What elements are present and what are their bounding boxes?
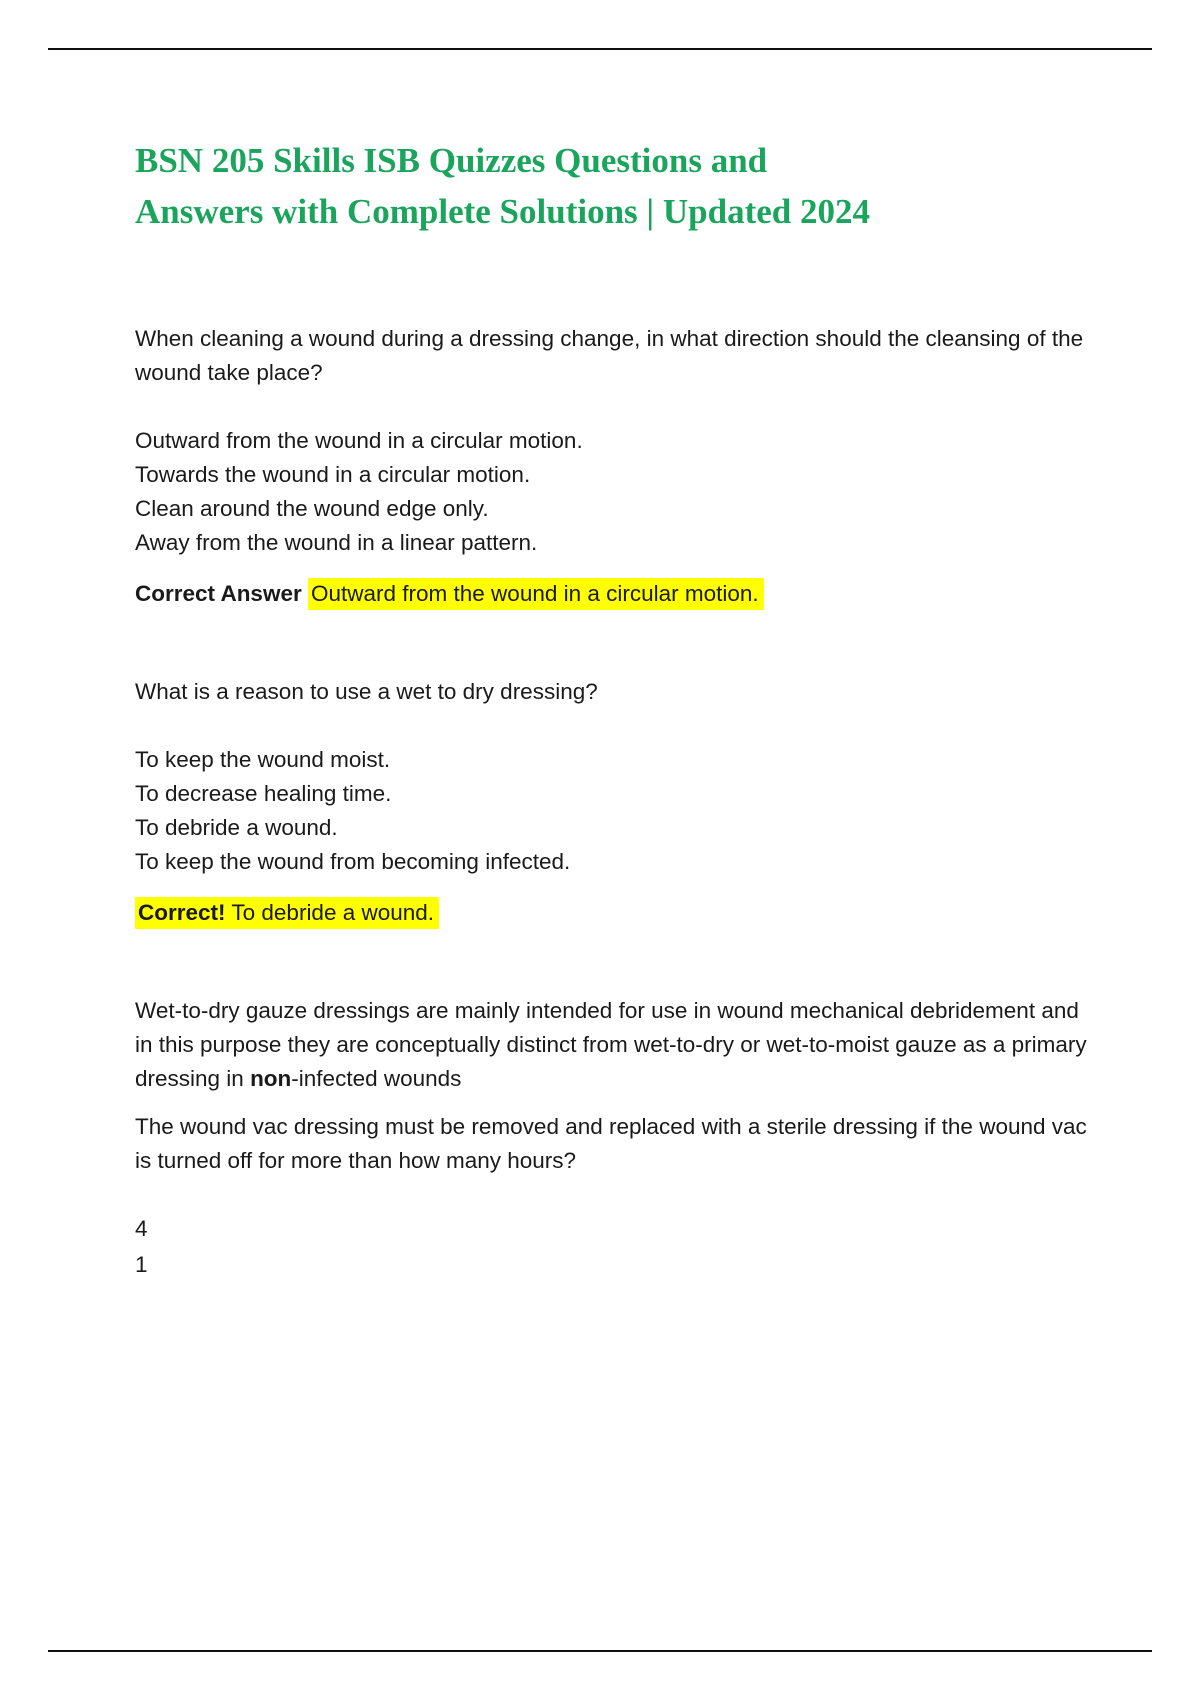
question-1-answer-line (135, 577, 1100, 611)
question-1-answer-label: Correct Answer (135, 580, 302, 606)
question-1-option-1: Outward from the wound in a circular motion. (135, 427, 583, 453)
question-2-option-2: To decrease healing time. (135, 780, 392, 806)
explanation-part-1: Wet-to-dry gauze dressings are mainly intended for use in wound mechanical debridement and in this purpose they are conceptually distinct from wet-to-dry or wet-to-moist gauze as a primary dressing in (135, 997, 1087, 1091)
explanation-paragraph (135, 994, 1100, 1096)
question-1-options (135, 424, 1100, 560)
question-1-option-2: Towards the wound in a circular motion. (135, 461, 531, 487)
bottom-divider (48, 1650, 1152, 1652)
question-3-option-2: 1 (135, 1251, 148, 1277)
question-3-text: The wound vac dressing must be removed and replaced with a sterile dressing if the wound vac is turned off for more than how many hours? (135, 1113, 1087, 1173)
page-title-line-2: Answers with Complete Solutions | Updated 2024 (135, 191, 870, 231)
question-2-answer-line (135, 896, 1100, 930)
question-2-answer-label: Correct! (138, 899, 226, 925)
question-2-option-3: To debride a wound. (135, 814, 338, 840)
explanation-part-2: -infected wounds (291, 1065, 462, 1091)
question-2-answer-text: To debride a wound. (231, 899, 435, 925)
question-1-answer-highlight: Outward from the wound in a circular motion. (308, 578, 764, 610)
question-3-options (135, 1211, 1100, 1283)
question-2-options (135, 743, 1100, 879)
question-1-option-3: Clean around the wound edge only. (135, 495, 489, 521)
page-title-line-1: BSN 205 Skills ISB Quizzes Questions and (135, 141, 768, 180)
document-body (135, 322, 1100, 1283)
question-2-answer-highlight (135, 897, 439, 929)
question-1-option-4: Away from the wound in a linear pattern. (135, 529, 538, 555)
question-2-option-4: To keep the wound from becoming infected. (135, 848, 571, 874)
explanation-bold-word: non (250, 1065, 292, 1091)
page-title (135, 136, 1100, 238)
question-3-option-1: 4 (135, 1215, 148, 1241)
question-1-text: When cleaning a wound during a dressing change, in what direction should the cleansing of the wound take place? (135, 325, 1084, 385)
document-page (135, 50, 1100, 1300)
question-2-option-1: To keep the wound moist. (135, 746, 391, 772)
question-2-text: What is a reason to use a wet to dry dressing? (135, 678, 598, 704)
